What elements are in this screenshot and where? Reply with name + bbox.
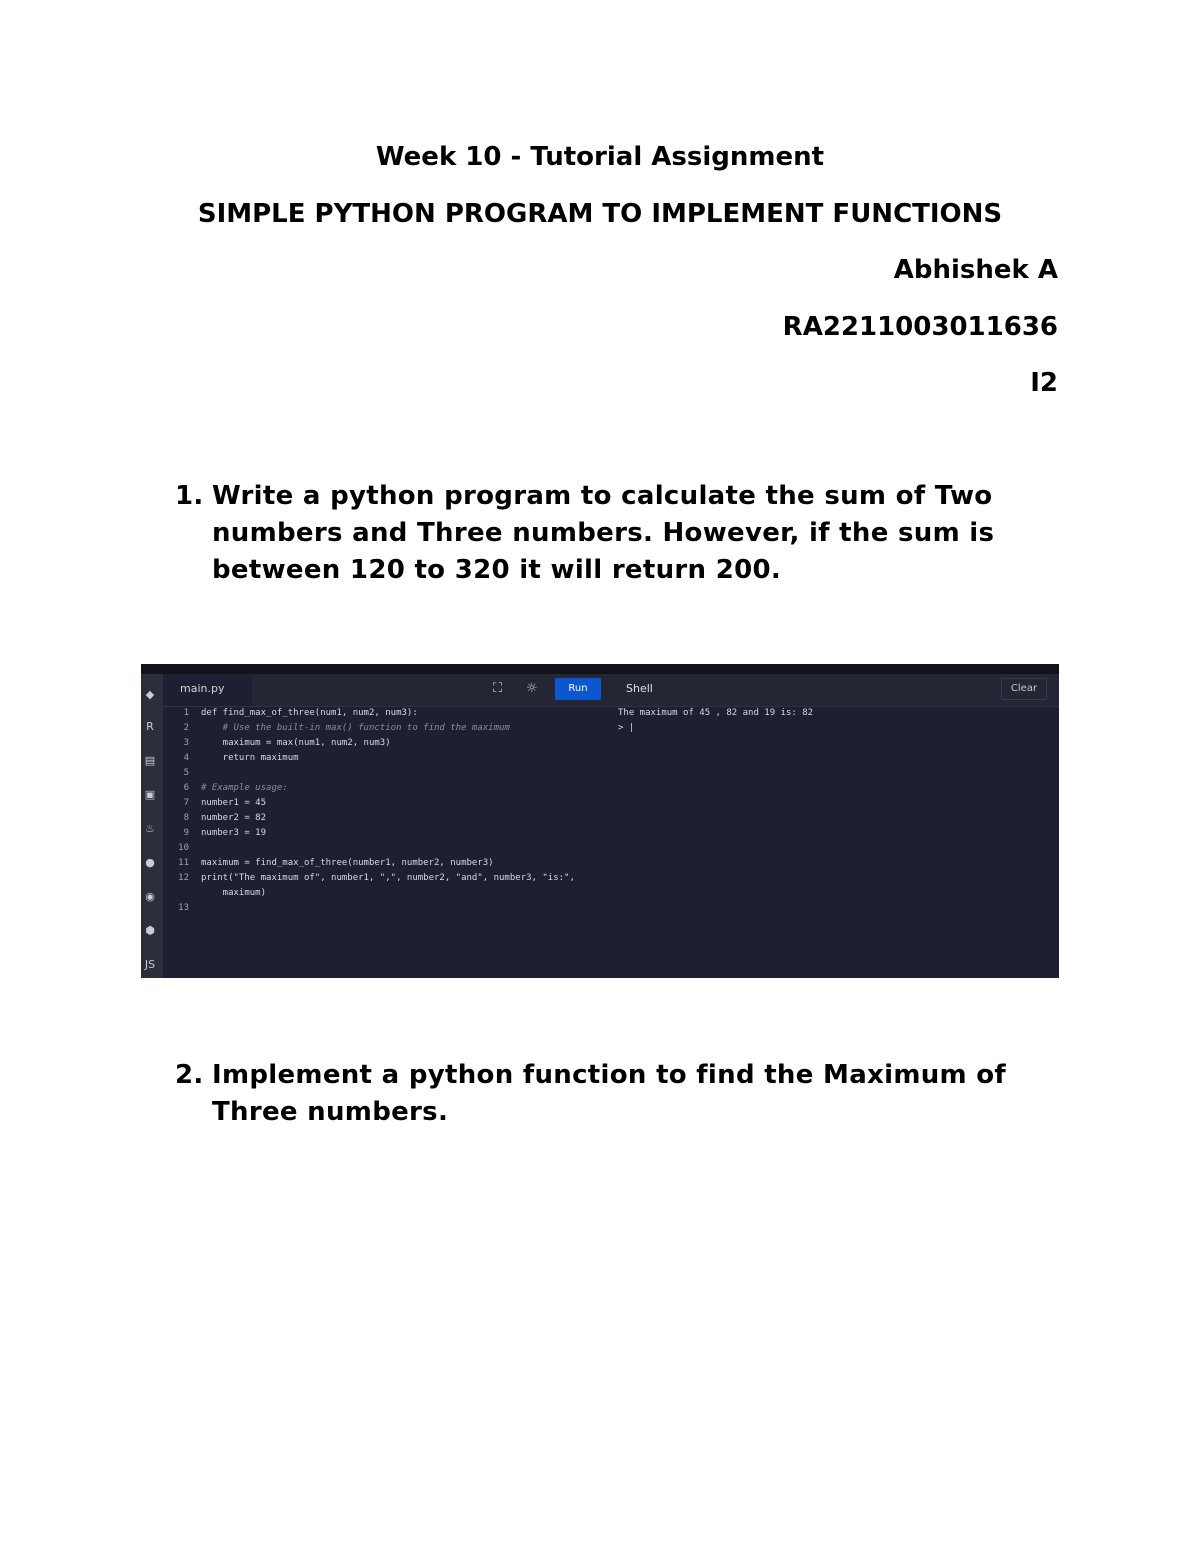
code-line: def find_max_of_three(num1, num2, num3): [201, 708, 418, 718]
csharp-icon: ⬢ [145, 924, 155, 937]
line-number: 3 [183, 738, 189, 748]
question-2-text: Implement a python function to find the Maximum of Three numbers. [212, 1060, 1007, 1127]
file-tab[interactable]: main.py [163, 674, 252, 706]
code-line: # Use the built-in max() function to find the maximum [201, 723, 510, 733]
line-number: 2 [183, 723, 189, 733]
code-line: return maximum [201, 753, 299, 763]
code-line: number3 = 19 [201, 828, 267, 838]
ide-toolbar [163, 674, 1059, 707]
question-1-number: 1. [175, 481, 204, 511]
document-title: Week 10 - Tutorial Assignment [375, 142, 825, 172]
question-1-text: Write a python program to calculate the sum of Two numbers and Three numbers. However, if the sum is between 120 to 320 it will return 200. [212, 481, 995, 585]
line-number: 11 [178, 858, 189, 868]
fullscreen-icon[interactable]: ⛶ [493, 681, 503, 696]
question-2-number: 2. [175, 1060, 204, 1090]
html-icon: ▣ [144, 788, 156, 801]
section-code: I2 [1030, 368, 1058, 398]
clear-button[interactable]: Clear [1001, 678, 1047, 700]
java-icon: ♨ [145, 822, 155, 835]
code-line: print("The maximum of", number1, ",", number2, "and", number3, "is:", [201, 873, 575, 883]
line-number: 6 [183, 783, 189, 793]
python-icon: ◆ [145, 688, 155, 701]
database-icon: ▤ [144, 754, 156, 767]
js-icon: JS [144, 958, 156, 971]
line-number: 9 [183, 828, 189, 838]
run-button[interactable]: Run [555, 678, 601, 700]
code-line: maximum = max(num1, num2, num3) [201, 738, 391, 748]
shell-tab[interactable]: Shell [626, 682, 653, 695]
shell-prompt[interactable]: > | [618, 723, 635, 733]
code-line: # Example usage: [201, 783, 288, 793]
line-number: 5 [183, 768, 189, 778]
code-line: number1 = 45 [201, 798, 267, 808]
code-line: number2 = 82 [201, 813, 267, 823]
ide-screenshot [141, 664, 1059, 978]
ide-top-strip [141, 664, 1059, 674]
author-name: Abhishek A [893, 255, 1058, 285]
cpp-icon: ◉ [145, 890, 155, 903]
c-lang-icon: ● [145, 856, 155, 869]
question-1 [175, 478, 1055, 589]
line-number: 13 [178, 903, 189, 913]
question-2 [175, 1057, 1055, 1131]
line-number: 4 [183, 753, 189, 763]
code-line: maximum) [201, 888, 267, 898]
ide-sidebar [141, 674, 163, 978]
registration-number: RA2211003011636 [782, 312, 1058, 342]
line-number: 8 [183, 813, 189, 823]
line-number: 7 [183, 798, 189, 808]
document-subtitle: SIMPLE PYTHON PROGRAM TO IMPLEMENT FUNCTIONS [197, 199, 1003, 229]
shell-output: The maximum of 45 , 82 and 19 is: 82 [618, 708, 814, 718]
r-lang-icon: R [146, 720, 154, 733]
sun-icon[interactable]: ☼ [526, 681, 538, 696]
line-number: 10 [178, 843, 189, 853]
code-line: maximum = find_max_of_three(number1, number2, number3) [201, 858, 494, 868]
line-number: 12 [178, 873, 189, 883]
line-number: 1 [183, 708, 189, 718]
